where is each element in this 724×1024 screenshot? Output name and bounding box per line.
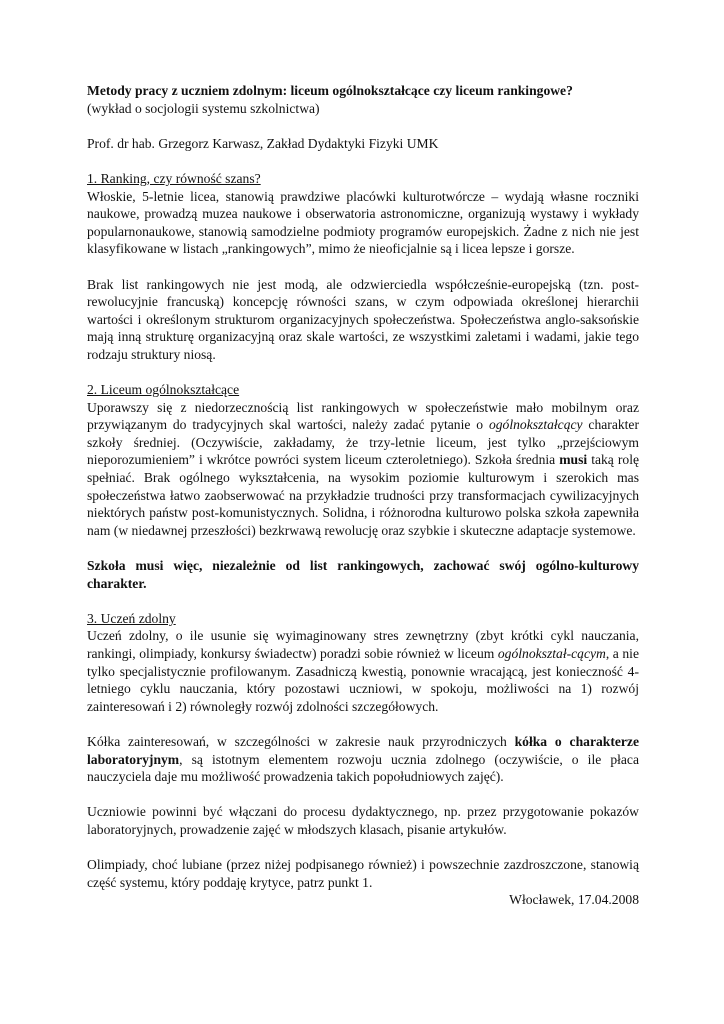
text-run: charakter szkoły średniej. (Oczywiście, zakładamy, że trzy-letnie liceum, jest tylko „przejściowym nieporozumieniem” i wkrótce powróci system liceum czteroletniego). Szkoła średnia: [87, 417, 639, 468]
section-3-paragraph-4: Olimpiady, choć lubiane (przez niżej podpisanego również) i powszechnie zazdroszczone, stanowią część systemu, który poddaję krytyce, patrz punkt 1.: [87, 857, 639, 890]
section-3-heading: 3. Uczeń zdolny: [87, 610, 176, 626]
text-run: taką rolę spełniać. Brak ogólnego wykształcenia, na wysokim poziomie kulturowym i szerokich mas społeczeństwa łatwo zaobserwować na przykładzie trudności przy transformacjach cywilizacyjnych niektórych państw post-komunistycznych. Solidna, i różnorodna kulturowo polska szkoła zapewniła nam (w niedawnej przeszłości) bezkrwawą rewolucję oraz szybkie i skuteczne adaptacje systemowe.: [87, 452, 639, 538]
text-run: Uczeń zdolny, o ile usunie się wyimaginowany stres zewnętrzny (zbyt krótki cykl nauczania, rankingi, olimpiady, konkursy świadectw) poradzi sobie również w liceum: [87, 628, 639, 661]
bold-term: musi: [559, 452, 588, 468]
author-line: Prof. dr hab. Grzegorz Karwasz, Zakład Dydaktyki Fizyki UMK: [87, 135, 439, 151]
text-run: Kółka zainteresowań, w szczególności w zakresie nauk przyrodniczych: [87, 733, 515, 749]
section-1-paragraph-1: Włoskie, 5-letnie licea, stanowią prawdziwe placówki kulturotwórcze – wydają własne roczniki naukowe, prowadzą muzea naukowe i obserwatoria astronomiczne, organizują wystawy i wykłady popularnonaukowe, stanowią samodzielne podmioty programów europejskich. Żadne z nich nie jest klasyfikowane w listach „rankingowych”, mimo że nieoficjalnie są i licea lepsze i gorsze.: [87, 188, 639, 257]
section-3-paragraph-2: [87, 733, 639, 786]
bold-term: kółka o charakterze laboratoryjnym: [87, 733, 639, 767]
section-1-heading: 1. Ranking, czy równość szans?: [87, 170, 261, 186]
italic-term: ogólnokształcący: [488, 417, 583, 433]
section-2-heading: 2. Liceum ogólnokształcące: [87, 382, 240, 398]
section-3-paragraph-1: [87, 627, 639, 715]
text-run: Uporawszy się z niedorzecznością list rankingowych w społeczeństwie mało mobilnym oraz przywiązanym do tradycyjnych skal wartości, należy zadać pytanie o: [87, 399, 639, 433]
text-run: , są istotnym elementem rozwoju ucznia zdolnego (oczywiście, o ile płaca nauczyciela daje mu możliwość prowadzenia takich popołudniowych zajęć).: [87, 751, 639, 785]
document-subtitle: (wykład o socjologii systemu szkolnictwa): [87, 100, 320, 116]
text-run: , a nie tylko specjalistycznie profilowanym. Zasadniczą kwestią, ponownie wracającą, jest konieczność 4-letniego cyklu nauczania, który pozostawi uczniowi, w spokoju, możliwości na 1) rozwój zainteresowań i 2) równoległy rozwój zdolności szczegółowych.: [87, 646, 639, 714]
section-1-paragraph-2: Brak list rankingowych nie jest modą, ale odzwierciedla współcześnie-europejską (tzn. post-rewolucyjnie francuską) koncepcję równości szans, w czym odpowiada określonej hierarchii wartości i określonym strukturom organizacyjnych społeczeństwa. Społeczeństwa anglo-saksońskie mają inną strukturę organizacyjną oraz skale wartości, ze wszystkimi zaletami i wadami, jakie tego rodzaju struktury niosą.: [87, 276, 639, 362]
signature-date: Włocławek, 17.04.2008: [509, 892, 639, 908]
section-3-paragraph-3: Uczniowie powinni być włączani do procesu dydaktycznego, np. przez przygotowanie pokazów laboratoryjnych, prowadzenie zajęć w młodszych klasach, pisanie artykułów.: [87, 804, 639, 837]
italic-term: ogólnokształ-cącym: [497, 646, 606, 661]
document-title: Metody pracy z uczniem zdolnym: liceum ogólnokształcące czy liceum rankingowe?: [87, 83, 573, 98]
document-page: [87, 82, 639, 909]
section-2-conclusion: Szkoła musi więc, niezależnie od list rankingowych, zachować swój ogólno-kulturowy charakter.: [87, 558, 639, 591]
section-2-paragraph-1: [87, 399, 639, 540]
